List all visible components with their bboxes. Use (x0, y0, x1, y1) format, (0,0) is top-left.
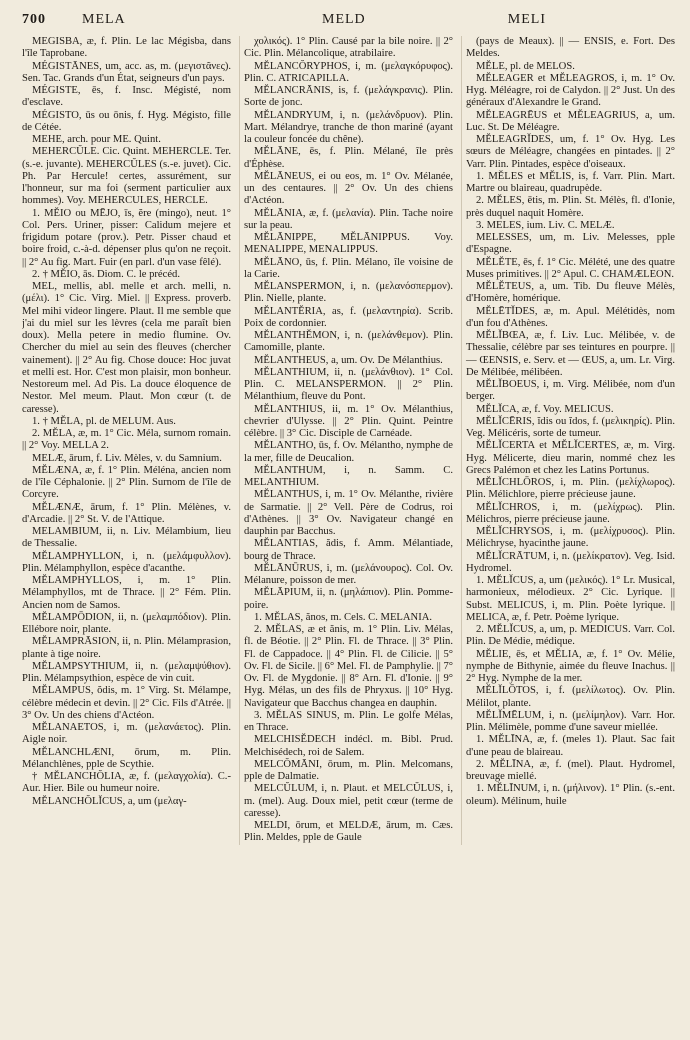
dictionary-entry: MELDI, ōrum, et MELDÆ, ārum, m. Cæs. Plin. Meldes, pple de Gaule (244, 820, 453, 844)
dictionary-entry: 2. MĔLA, æ, m. 1° Cic. Méla, surnom romain. || 2° Voy. MELLA 2. (22, 428, 231, 452)
dictionary-entry: MÉGISTO, ūs ou ōnis, f. Hyg. Mégisto, fille de Cétée. (22, 109, 231, 133)
dictionary-entry: MEHERCŬLE. Cic. Quint. MEHERCLE. Ter. (s.-e. juvante). MEHERCŬLES (s.-e. juvet). Cic. Ph. Par Hercule! certes, assurément, sur l'honneur, sur ma foi (serment particulier aux hommes). Voy. MEHERCULES, HERCLE. (22, 146, 231, 207)
dictionary-entry: 2. MĔLAS, æ et ănis, m. 1° Plin. Liv. Mélas, fl. de Béotie. || 2° Plin. Fl. de Thrace. || 3° Plin. Fl. de Cappadoce. || 4° Plin. Fl. de Cilicie. || 5° Ov. Fl. de Sicile. || 6° Mel. Fl. de Pamphylie. || 7° Ov. Fl. de Mygdonie. || 8° Arn. Fl. d'Ionie. || 9° Hyg. Mélas, un des fils de Phryxus. || 10° Hyg. Navigateur que Bacchus changea en dauphin. (244, 624, 453, 709)
page-number: 700 (22, 12, 46, 27)
dictionary-entry: MĔLĬLŌTOS, i, f. (μελίλωτος). Ov. Plin. Mélilot, plante. (466, 685, 675, 709)
columns (22, 36, 676, 845)
dictionary-entry: MĔLĬBOEUS, i, m. Virg. Mélibée, nom d'un berger. (466, 379, 675, 403)
dictionary-entry: MĔLĬCERTA et MĔLĬCERTES, æ, m. Virg. Hyg. Mélicerte, dieu marin, nommé chez les Grecs Palémon et chez les Latins Portunus. (466, 440, 675, 476)
dictionary-entry: MĔLEAGER et MĔLEAGROS, i, m. 1° Ov. Hyg. Méléagre, roi de Calydon. || 2° Just. Un des généraux d'Alexandre le Grand. (466, 72, 675, 109)
dictionary-entry: MĔLĔTEUS, a, um. Tib. Du fleuve Mélès, d'Homère, homérique. (466, 281, 675, 305)
dictionary-entry: MĔLE, pl. de MELOS. (476, 60, 575, 72)
dictionary-entry: 2. MĔLES, ētis, m. Plin. St. Mélès, fl. d'Ionie, près duquel naquit Homère. (466, 195, 675, 219)
dictionary-entry: 1. MĔLAS, ănos, m. Cels. C. MELANIA. (254, 611, 433, 623)
dictionary-entry: MĔLĬMĒLUM, i, n. (μελίμηλον). Varr. Hor. Plin. Mélimèle, pomme d'une saveur miellée. (466, 709, 675, 733)
dictionary-entry: MELCŎMĀNI, ōrum, m. Plin. Melcomans, pple de Dalmatie. (244, 758, 453, 782)
header-left-word: MELA (82, 12, 126, 27)
dictionary-entry: 1. MĔIO ou MĒJO, īs, ĕre (mingo), neut. 1° Col. Pers. Uriner, pisser: Calidum mejere et frigidum potare (prov.). Petr. Pisser chaud et boire froid, c.-à-d. dépenser plus qu'on ne reçoit. || 2° Au fig. Mart. Fuir (en parl. d'un vase fêlé). (22, 207, 231, 268)
dictionary-entry: 1. MĔLĪNUM, i, n. (μήλινον). 1° Plin. (s.-ent. oleum). Mélinum, huile (466, 783, 675, 807)
dictionary-entry: MĔLANTHUM, i, n. Samm. C. MELANTHIUM. (244, 464, 453, 488)
dictionary-entry: (pays de Meaux). || — ENSIS, e. Fort. Des Meldes. (466, 36, 675, 60)
dictionary-entry: 1. MĔLĪNA, æ, f. (meles 1). Plaut. Sac fait d'une peau de blaireau. (466, 734, 675, 758)
dictionary-entry: MĔLĬCA, æ, f. Voy. MELICUS. (476, 403, 614, 415)
dictionary-entry: 2. † MĔIO, ās. Diom. C. le précéd. (32, 268, 180, 280)
dictionary-entry: MĔLĔTE, ēs, f. 1° Cic. Mélété, une des quatre Muses primitives. || 2° Apul. C. CHAMÆLEON. (466, 256, 675, 280)
dictionary-entry: MĔLIE, ēs, et MĔLIA, æ, f. 1° Ov. Mélie, nymphe de Bithynie, aimée du fleuve Inachus. || 2° Hyg. Nymphe de la mer. (466, 648, 675, 684)
dictionary-entry: 2. MĔLĬCUS, a, um, p. MEDICUS. Varr. Col. Plin. De Médie, médique. (466, 624, 675, 648)
dictionary-entry: MĔLANCŎRYPHOS, i, m. (μελαγκόρυφος). Plin. C. ATRICAPILLA. (244, 60, 453, 84)
dictionary-entry: MĔLANTHO, ūs, f. Ov. Mélantho, nymphe de la mer, fille de Deucalion. (244, 440, 453, 464)
dictionary-entry: MĔLANTĔRIA, as, f. (μελαντηρία). Scrib. Poix de cordonnier. (244, 305, 453, 329)
dictionary-entry: MĔLÆNÆ, ārum, f. 1° Plin. Mélènes, v. d'Arcadie. || 2° St. V. de l'Attique. (22, 501, 231, 525)
dictionary-entry: 1. MĔLĬCUS, a, um (μελικός). 1° Lr. Musical, harmonieux, mélodieux. 2° Cic. Lyrique. || Subst. MELICUS, i, m. Plin. Poète lyrique. || MELICA, æ, f. Petr. Poème lyrique. (466, 575, 675, 623)
column-left (22, 36, 231, 845)
dictionary-entry: MĔLAMPHYLLON, i, n. (μελάμφυλλον). Plin. Mélamphyllon, espèce d'acanthe. (22, 550, 231, 574)
dictionary-entry: MĔLANSPERMON, i, n. (μελανόσπερμον). Plin. Nielle, plante. (244, 281, 453, 305)
dictionary-entry: MĔLANTHUS, i, m. 1° Ov. Mélanthe, rivière de Sarmatie. || 2° Vell. Père de Codrus, roi d'Athènes. || 3° Ov. Navigateur changé en dauphin par Bacchus. (244, 489, 453, 537)
dictionary-entry: 3. MELES, ium. Liv. C. MELÆ. (476, 219, 615, 231)
dictionary-entry: MĔLANAETOS, i, m. (μελανάετος). Plin. Aigle noir. (22, 722, 231, 746)
dictionary-entry: χολικός). 1° Plin. Causé par la bile noire. || 2° Cic. Plin. Mélancolique, atrabilaire. (244, 36, 453, 60)
dictionary-entry: 2. MĔLĪNA, æ, f. (mel). Plaut. Hydromel, breuvage miellé. (466, 758, 675, 782)
dictionary-entry: MĔLĀNŪRUS, i, m. (μελάνουρος). Col. Ov. Mélanure, poisson de mer. (244, 562, 453, 586)
dictionary-entry: MĔLANTHIUM, ii, n. (μελάνθιον). 1° Col. Plin. C. MELANSPERMON. || 2° Plin. Mélanthium, fleuve du Pont. (244, 366, 453, 403)
dictionary-entry: MĔLAMPUS, ŏdis, m. 1° Virg. St. Mélampe, célèbre médecin et devin. || 2° Cic. Fils d'Atrée. || 3° Ov. Un des chiens d'Actéon. (22, 685, 231, 721)
dictionary-entry: MĔLANTHEUS, a, um. Ov. De Mélanthius. (254, 354, 443, 366)
dictionary-entry: MELÆ, ārum, f. Liv. Mèles, v. du Samnium. (32, 452, 222, 464)
dictionary-entry: MĔLĬCHRYSOS, i, m. (μελίχρυσος). Plin. Mélichryse, hyacinthe jaune. (466, 526, 675, 550)
header-right-word: MELI (507, 12, 546, 27)
dictionary-entry: MELCHISĔDECH indécl. m. Bibl. Prud. Melchisédech, roi de Salem. (244, 734, 453, 758)
dictionary-entry: MEHE, arch. pour ME. Quint. (32, 134, 161, 145)
dictionary-entry: 1. MĔLES et MĔLIS, is, f. Varr. Plin. Mart. Martre ou blaireau, quadrupède. (466, 170, 675, 194)
dictionary-entry: MĔLĀNIPPE, MĔLĀNIPPUS. Voy. MENALIPPE, MENALIPPUS. (244, 232, 453, 256)
dictionary-entry: MEGISBA, æ, f. Plin. Le lac Mégisba, dans l'île Taprobane. (22, 36, 231, 60)
dictionary-entry: MĔLANCHLÆNI, ōrum, m. Plin. Mélanchlènes, pple de Scythie. (22, 746, 231, 770)
dictionary-entry: † MĔLANCHŎLIA, æ, f. (μελαγχολία). C.-Aur. Hier. Bile ou humeur noire. (22, 771, 231, 795)
dictionary-entry: MÉGISTE, ēs, f. Insc. Mégisté, nom d'esclave. (22, 85, 231, 109)
dictionary-entry: MĔLĀNEUS, ei ou eos, m. 1° Ov. Mélanée, un des centaures. || 2° Ov. Un des chiens d'Actéon. (244, 170, 453, 207)
dictionary-entry: 1. † MĔLA, pl. de MELUM. Aus. (32, 415, 176, 427)
dictionary-entry: MĔLANTHĔMON, i, n. (μελάνθεμον). Plin. Camomille, plante. (244, 330, 453, 354)
dictionary-entry: MĔLANCHŎLĬCUS, a, um (μελαγ- (32, 795, 187, 807)
dictionary-entry: MĔLAMPSYTHIUM, ii, n. (μελαμψύθιον). Plin. Mélampsythion, espèce de vin cuit. (22, 660, 231, 684)
dictionary-entry: MELESSES, um, m. Liv. Melesses, pple d'Espagne. (466, 232, 675, 256)
dictionary-entry: MĔLĬCĒRIS, ĭdis ou ĭdos, f. (μελικηρίς). Plin. Veg. Mélicéris, sorte de tumeur. (466, 415, 675, 439)
dictionary-entry: MĔLEAGRĒUS et MĔLEAGRIUS, a, um. Luc. St. De Méléagre. (466, 109, 675, 133)
dictionary-entry: MELAMBIUM, ii, n. Liv. Mélambium, lieu de Thessalie. (22, 526, 231, 550)
dictionary-entry: MĔLAMPŌDION, ii, n. (μελαμπόδιον). Plin. Ellébore noir, plante. (22, 611, 231, 635)
dictionary-entry: MEL, mellis, abl. melle et arch. melli, n. (μέλι). 1° Cic. Virg. Miel. || Express. proverb. Mel mihi videor lingere. Plaut. Il me semble que j'ai du miel sur les lèvres (cela me paraît bien doux). Mella petere in medio flumine. Ov. Chercher du miel au sein des fleuves (chercher vainement). || 2° Au fig. Chose douce: Hoc juvat et melli est. Hor. C'est mon plaisir, mon bonheur. Nestoreum mel. Ad Pis. La douce éloquence de Nestor. Mel meum. Plaut. Mon cœur (t. de caresse). (22, 281, 231, 415)
dictionary-entry: MĔLĀPIUM, ii, n. (μηλάπιον). Plin. Pomme-poire. (244, 587, 453, 611)
column-middle (239, 36, 453, 845)
dictionary-entry: MĔLANCRĀNIS, is, f. (μελάγκρανις). Plin. Sorte de jonc. (244, 85, 453, 109)
dictionary-entry: MĔLANDRYUM, i, n. (μελάνδρυον). Plin. Mart. Mélandrye, tranche de thon mariné (ayant la couleur foncée du chêne). (244, 109, 453, 145)
dictionary-entry: MĔLÆNA, æ, f. 1° Plin. Méléna, ancien nom de l'île Céphalonie. || 2° Plin. Surnom de l'île de Corcyre. (22, 464, 231, 501)
header-center-word: MELD (322, 12, 366, 27)
dictionary-entry: MĔLĬBŒA, æ, f. Liv. Luc. Mélibée, v. de Thessalie, célèbre par ses teintures en pourpre. || — ŒENSIS, e. Serv. et — ŒUS, a, um. Lr. Virg. De Mélibée, mélibéen. (466, 330, 675, 378)
dictionary-entry: MĔLĬCHROS, i, m. (μελίχρως). Plin. Mélichros, pierre précieuse jaune. (466, 501, 675, 525)
dictionary-entry: MĔLĀNO, ūs, f. Plin. Mélano, île voisine de la Carie. (244, 256, 453, 280)
dictionary-entry: MĔLANTIAS, ădis, f. Amm. Mélantiade, bourg de Thrace. (244, 538, 453, 562)
dictionary-entry: MÉGISTĀNES, um, acc. as, m. (μεγιστᾶνες). Sen. Tac. Grands d'un État, seigneurs d'un pays. (22, 60, 231, 84)
dictionary-entry: MĔLAMPHYLLOS, i, m. 1° Plin. Mélamphyllos, mt de Thrace. || 2° Fém. Plin. Ancien nom de Samos. (22, 575, 231, 611)
dictionary-entry: MĔLEAGRĬDES, um, f. 1° Ov. Hyg. Les sœurs de Méléagre, changées en pintades. || 2° Varr. Plin. Pintades, espèce d'oiseaux. (466, 134, 675, 170)
column-right (461, 36, 675, 845)
dictionary-entry: 3. MĔLAS SINUS, m. Plin. Le golfe Mélas, en Thrace. (244, 709, 453, 733)
dictionary-entry: MĔLĬCHLŌROS, i, m. Plin. (μελίχλωρος). Plin. Mélichlore, pierre précieuse jaune. (466, 477, 675, 501)
dictionary-entry: MELCŬLUM, i, n. Plaut. et MELCŬLUS, i, m. (mel). Aug. Doux miel, petit cœur (terme de caresse). (244, 783, 453, 819)
page-header (22, 8, 676, 30)
dictionary-entry: MĔLĬCRĀTUM, i, n. (μελίκρατον). Veg. Isid. Hydromel. (466, 550, 675, 574)
dictionary-entry: MĔLAMPRĀSION, ii, n. Plin. Mélamprasion, plante à tige noire. (22, 636, 231, 660)
dictionary-entry: MĔLANTHIUS, ii, m. 1° Ov. Mélanthius, chevrier d'Ulysse. || 2° Plin. Quint. Peintre célèbre. || 3° Cic. Disciple de Carnéade. (244, 403, 453, 439)
dictionary-entry: MĔLĀNIA, æ, f. (μελανία). Plin. Tache noire sur la peau. (244, 207, 453, 231)
dictionary-entry: MĔLĀNE, ēs, f. Plin. Mélané, île près d'Éphèse. (244, 146, 453, 170)
dictionary-entry: MĔLĒTĬDES, æ, m. Apul. Mélétidès, nom d'un fou d'Athènes. (466, 305, 675, 329)
